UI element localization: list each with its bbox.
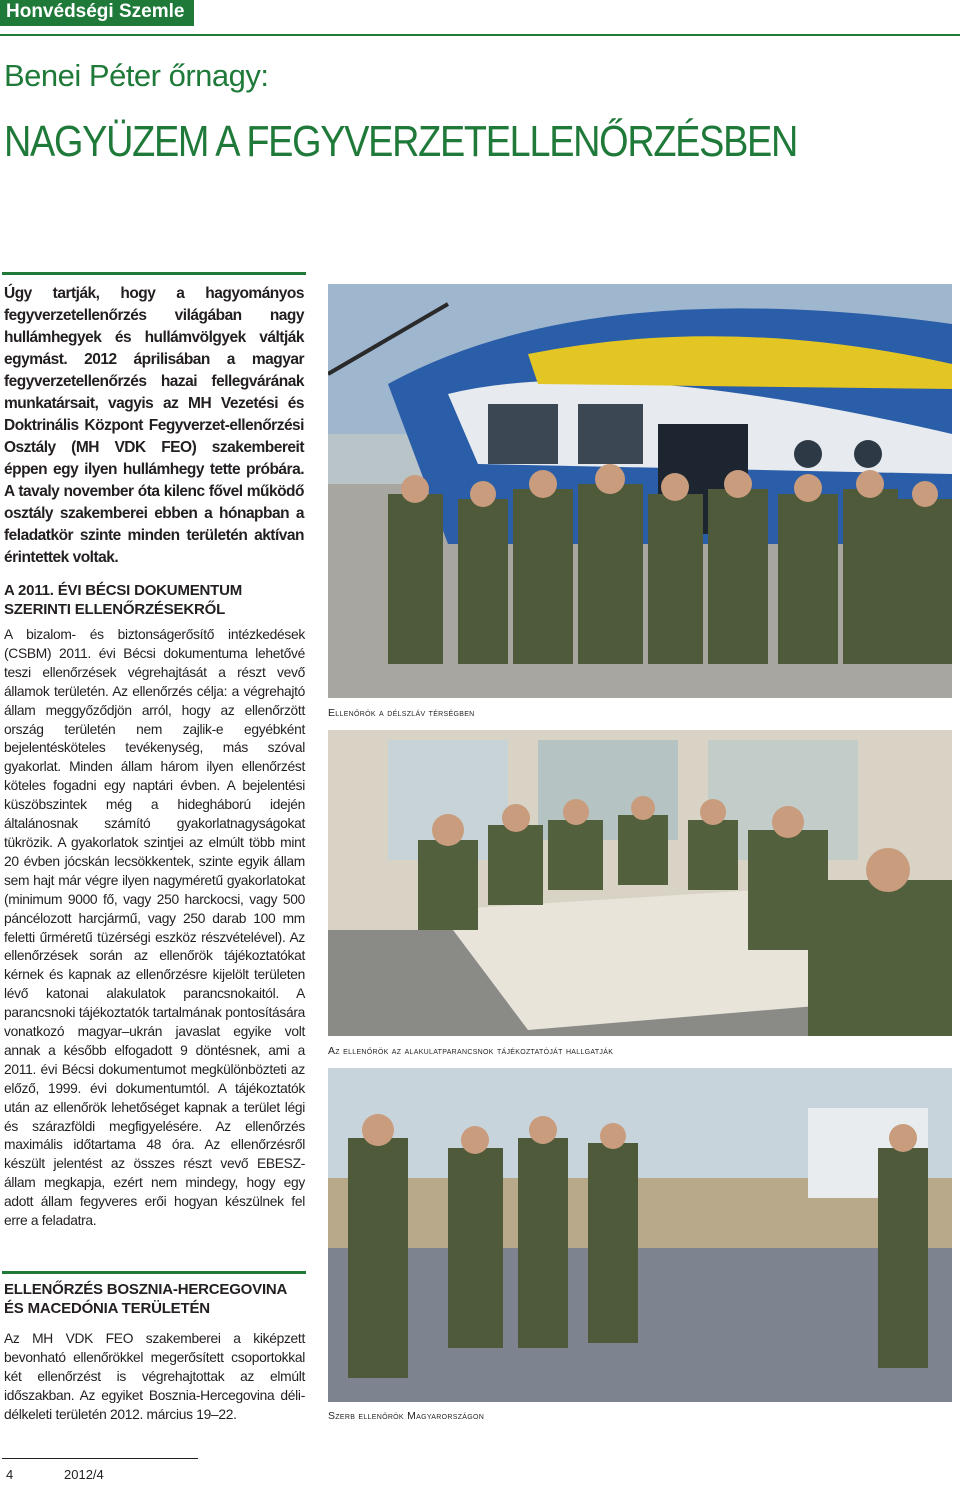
photo-briefing-room — [328, 730, 952, 1036]
page-number: 4 — [6, 1467, 14, 1482]
footer-rule — [2, 1458, 198, 1459]
photo-helicopter-group — [328, 284, 952, 698]
section2-body: Az MH VDK FEO szakemberei a kiképzett bevonható ellenőrökkel megerősített csoportokkal két ellenőrzést is végrehajtottak az elmúlt időszakban. Az egyiket Bosznia-Hercegovina déli-délkeleti területén 2012. március 19–22. — [4, 1331, 305, 1422]
section2-rule — [2, 1271, 306, 1274]
issue-number: 2012/4 — [64, 1467, 104, 1482]
masthead: Honvédségi Szemle — [0, 0, 194, 26]
masthead-rule — [0, 34, 960, 36]
article-lead: Úgy tartják, hogy a hagyományos fegyverzetellenőrzés világában nagy hullámhegyek és hullámvölgyek váltják egymást. 2012 áprilisában a magyar fegyverzetellenőrzés hazai fellegvárának munkatársait, vagyis az MH Vezetési és Doktrinális Központ Fegyverzet-ellenőrzési Osztály (MH VDK FEO) szakembereit éppen egy ilyen hullámhegy tette próbára. A tavaly november óta kilenc fővel működő osztály szakemberei ebben a hónapban a feladatkör szinte minden területén aktívan érintettek voltak. — [4, 285, 304, 566]
caption-photo1: Ellenőrök a délszláv térségben — [328, 707, 475, 719]
lead-rule — [2, 272, 306, 275]
article-author: Benei Péter őrnagy: — [4, 58, 269, 93]
photo-outdoor-briefing — [328, 1068, 952, 1402]
section1-body: A bizalom- és biztonságerősítő intézkedések (CSBM) 2011. évi Bécsi dokumentuma lehetővé teszi ellenőrzések végrehajtását a részt vevő államok területén. Az ellenőrzés célja: a végrehajtó állam meggyőződjön arról, hogy az ellenőrzött ország területén nem zajlik-e egyébként bejelentésköteles tevékenység, más szóval gyakorlat. Minden állam három ilyen ellenőrzést köteles fogadni egy naptári évben. A bejelentési küszöbszintek még a hidegháború idején általánosnak számító gyakorlatnagyságokat tükrözik. A gyakorlatok szintjei az elmúlt több mint 20 évben jócskán lecsökkentek, szinte egyik állam sem hajt már végre ilyen nagyméretű gyakorlatokat (minimum 9000 fő, vagy 250 harckocsi, vagy 500 páncélozott harcjármű, vagy 250 darab 100 mm feletti űrméretű tüzérségi eszköz részvételével). Az ellenőrzések során az ellenőrök tájékoztatókat kérnek és kapnak az ellenőrzésre kijelölt területen lévő katonai alakulatok parancsnokaitól. A parancsnoki tájékoztatók tartalmának pontosítására vonatkozó magyar–ukrán javaslat egyike volt annak a később elfogadott 9 döntésnek, ami a 2011. évi Bécsi dokumentumot megkülönbözteti az előző, 1999. évi dokumentumtól. A tájékoztatók után az ellenőrök lehetőséget kapnak a terület légi és szárazföldi megfigyelésére. Az ellenőrzés maximális időtartama 48 óra. Az ellenőrzésről készült jelentést az összes részt vevő EBESZ-állam megkapja, ezért nem mindegy, hogy egy adott állam fegyveres erői hogyan készülnek fel erre a feladatra. — [4, 627, 305, 1229]
caption-photo2: Az ellenőrök az alakulatparancsnok tájékoztatóját hallgatják — [328, 1045, 614, 1057]
caption-photo3: Szerb ellenőrök Magyarországon — [328, 1410, 485, 1422]
section1-title: A 2011. ÉVI BÉCSI DOKUMENTUM SZERINTI ELLENŐRZÉSEKRŐL — [4, 582, 243, 618]
section2-title: ELLENŐRZÉS BOSZNIA-HERCEGOVINA ÉS MACEDÓNIA TERÜLETÉN — [4, 1281, 287, 1317]
article-title: NAGYÜZEM A FEGYVERZETELLENŐRZÉSBEN — [4, 117, 798, 166]
